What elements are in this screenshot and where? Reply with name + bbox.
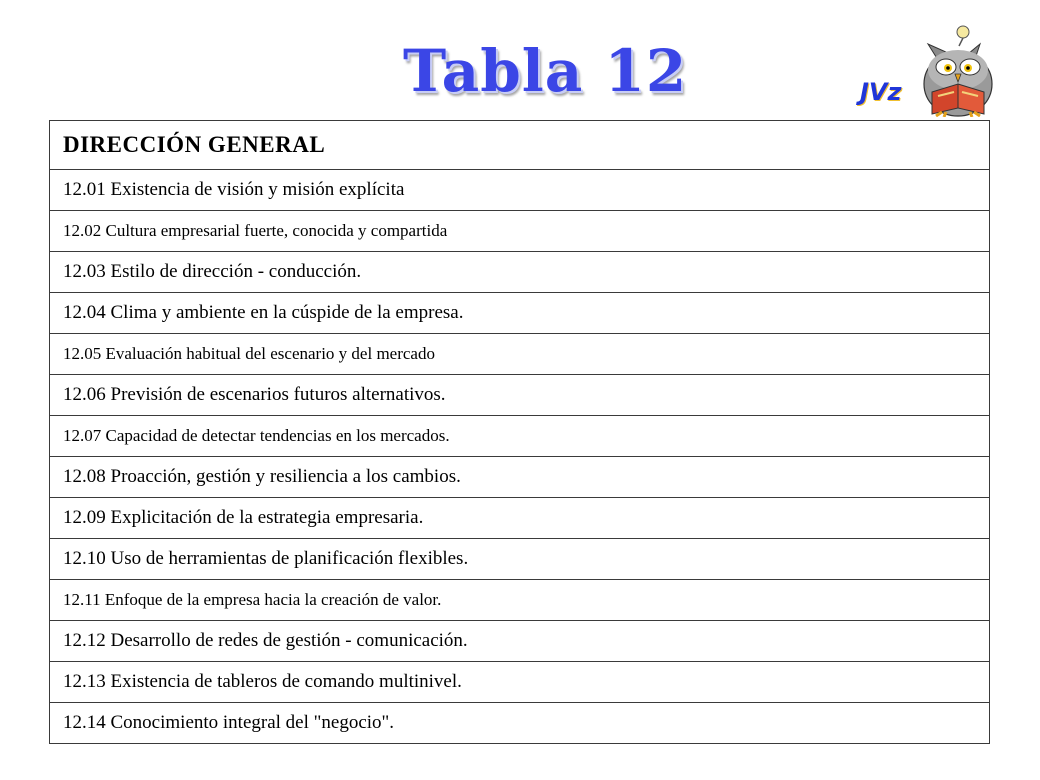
table-row: 12.13 Existencia de tableros de comando multinivel. [50,662,990,703]
table-row: 12.10 Uso de herramientas de planificación flexibles. [50,539,990,580]
table-row: 12.04 Clima y ambiente en la cúspide de la empresa. [50,293,990,334]
page-title: Tabla 12 [403,37,688,105]
table-row: 12.07 Capacidad de detectar tendencias en los mercados. [50,416,990,457]
table-row: 12.02 Cultura empresarial fuerte, conocida y compartida [50,211,990,252]
logo-text: JVz [860,78,902,106]
table-row: 12.14 Conocimiento integral del "negocio". [50,703,990,744]
table-header: DIRECCIÓN GENERAL [50,121,990,170]
table-row: 12.11 Enfoque de la empresa hacia la creación de valor. [50,580,990,621]
table-row: 12.06 Previsión de escenarios futuros alternativos. [50,375,990,416]
direccion-general-table [49,120,990,744]
table-row: 12.03 Estilo de dirección - conducción. [50,252,990,293]
table-row: 12.12 Desarrollo de redes de gestión - comunicación. [50,621,990,662]
table-row: 12.01 Existencia de visión y misión explícita [50,170,990,211]
table-row: 12.08 Proacción, gestión y resiliencia a los cambios. [50,457,990,498]
table-row: 12.05 Evaluación habitual del escenario y del mercado [50,334,990,375]
table-row: 12.09 Explicitación de la estrategia empresaria. [50,498,990,539]
